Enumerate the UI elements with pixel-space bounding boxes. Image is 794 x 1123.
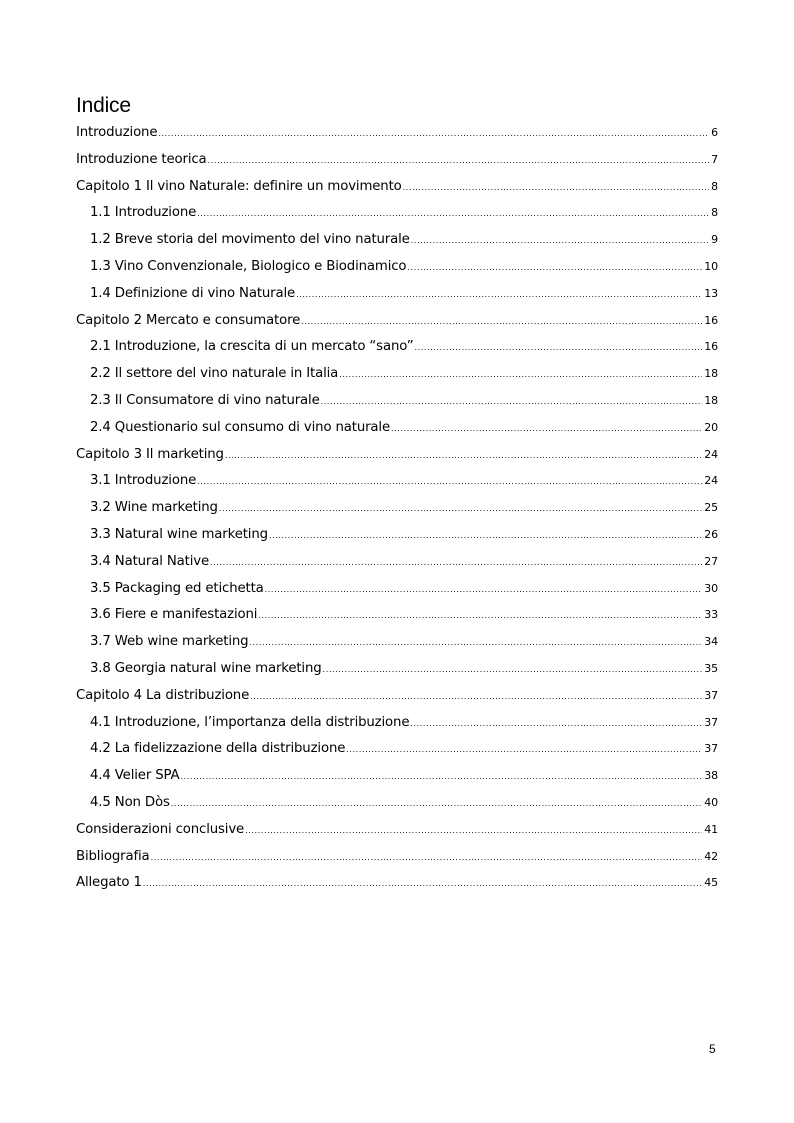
toc-dot-leader — [171, 795, 703, 813]
toc-entry-page: 6 — [711, 126, 718, 139]
toc-entry[interactable] — [76, 419, 718, 446]
toc-entry-page: 40 — [704, 795, 718, 809]
toc-dot-leader — [265, 581, 703, 599]
toc-entry[interactable] — [76, 124, 718, 151]
toc-entry-page: 8 — [711, 179, 718, 193]
toc-dot-leader — [208, 152, 710, 170]
toc-dot-leader — [181, 768, 703, 786]
toc-entry[interactable] — [76, 633, 718, 660]
toc-entry-label: Allegato 1 — [76, 875, 142, 891]
toc-dot-leader — [391, 420, 702, 438]
toc-entry-label: Capitolo 1 Il vino Naturale: definire un movimento — [76, 178, 402, 194]
toc-entry-label: 3.3 Natural wine marketing — [90, 526, 268, 542]
toc-dot-leader — [151, 849, 703, 867]
toc-dot-leader — [258, 607, 702, 625]
toc-entry[interactable] — [76, 660, 718, 687]
toc-entry-page: 8 — [711, 206, 718, 220]
toc-dot-leader — [197, 205, 709, 223]
toc-entry-page: 9 — [711, 233, 718, 247]
toc-entry-label: 3.5 Packaging ed etichetta — [90, 580, 264, 596]
toc-entry[interactable] — [76, 499, 718, 526]
page-number: 5 — [709, 1042, 716, 1056]
toc-dot-leader — [210, 554, 702, 572]
toc-dot-leader — [245, 822, 702, 840]
toc-entry-label: 4.4 Velier SPA — [90, 768, 180, 784]
toc-dot-leader — [250, 688, 702, 706]
toc-entry[interactable] — [76, 472, 718, 499]
toc-entry-label: 2.2 Il settore del vino naturale in Italia — [90, 366, 339, 382]
toc-entry-page: 35 — [704, 661, 718, 675]
toc-entry[interactable] — [76, 687, 718, 714]
toc-entry-label: Capitolo 2 Mercato e consumatore — [76, 312, 301, 328]
toc-entry[interactable] — [76, 258, 718, 285]
toc-dot-leader — [346, 741, 702, 759]
toc-dot-leader — [411, 232, 709, 250]
toc-entry-label: 3.4 Natural Native — [90, 553, 209, 569]
toc-dot-leader — [296, 286, 702, 304]
toc-dot-leader — [339, 366, 702, 384]
toc-entry-label: Capitolo 3 Il marketing — [76, 446, 224, 462]
toc-entry-page: 45 — [704, 876, 718, 890]
toc-entry-page: 33 — [704, 608, 718, 622]
toc-entry[interactable] — [76, 580, 718, 607]
toc-entry[interactable] — [76, 714, 718, 741]
toc-entry[interactable] — [76, 848, 718, 875]
toc-entry-page: 7 — [711, 152, 718, 166]
toc-entry[interactable] — [76, 312, 718, 339]
toc-entry[interactable] — [76, 794, 718, 821]
toc-entry-label: 4.2 La fidelizzazione della distribuzione — [90, 741, 346, 757]
toc-entry-page: 42 — [704, 849, 718, 863]
toc-entry[interactable] — [76, 767, 718, 794]
toc-dot-leader — [219, 500, 702, 518]
toc-entry[interactable] — [76, 178, 718, 205]
toc-entry-page: 26 — [704, 527, 718, 541]
toc-entry[interactable] — [76, 204, 718, 231]
toc-entry-page: 25 — [704, 501, 718, 515]
toc-entry[interactable] — [76, 874, 718, 901]
toc-entry-label: Introduzione — [76, 125, 158, 140]
toc-entry-label: 4.1 Introduzione, l’importanza della distribuzione — [90, 714, 410, 730]
toc-entry[interactable] — [76, 338, 718, 365]
toc-entry-page: 38 — [704, 769, 718, 783]
toc-dot-leader — [158, 125, 709, 143]
toc-dot-leader — [197, 473, 702, 491]
toc-entry-page: 13 — [704, 286, 718, 300]
toc-entry[interactable] — [76, 606, 718, 633]
toc-entry-page: 34 — [704, 635, 718, 649]
toc-entry-label: 3.7 Web wine marketing — [90, 634, 249, 650]
toc-entry-label: 1.1 Introduzione — [90, 205, 197, 221]
toc-entry-page: 30 — [704, 581, 718, 595]
toc-entry-page: 37 — [704, 715, 718, 729]
toc-entry-page: 18 — [704, 393, 718, 407]
toc-entry-label: 2.3 Il Consumatore di vino naturale — [90, 392, 320, 408]
toc-entry-label: 3.1 Introduzione — [90, 473, 197, 489]
toc-entry-page: 20 — [704, 420, 718, 434]
toc-dot-leader — [301, 313, 702, 331]
toc-dot-leader — [143, 875, 703, 893]
toc-entry[interactable] — [76, 446, 718, 473]
table-of-contents — [76, 124, 718, 901]
toc-dot-leader — [414, 339, 702, 357]
toc-dot-leader — [269, 527, 702, 545]
toc-entry[interactable] — [76, 365, 718, 392]
toc-entry-page: 24 — [704, 474, 718, 488]
toc-entry[interactable] — [76, 526, 718, 553]
toc-dot-leader — [225, 447, 702, 465]
toc-entry-page: 24 — [704, 447, 718, 461]
toc-entry-label: Introduzione teorica — [76, 151, 207, 167]
toc-entry-page: 41 — [704, 822, 718, 836]
toc-entry-label: Considerazioni conclusive — [76, 821, 245, 837]
toc-entry-label: 2.4 Questionario sul consumo di vino naturale — [90, 419, 391, 435]
toc-dot-leader — [323, 661, 703, 679]
toc-entry[interactable] — [76, 285, 718, 312]
toc-entry-page: 27 — [704, 554, 718, 568]
toc-dot-leader — [410, 715, 702, 733]
toc-entry-label: 4.5 Non Dòs — [90, 794, 170, 810]
toc-entry[interactable] — [76, 392, 718, 419]
toc-entry-label: 1.4 Definizione di vino Naturale — [90, 285, 296, 301]
toc-entry[interactable] — [76, 740, 718, 767]
toc-entry[interactable] — [76, 821, 718, 848]
toc-dot-leader — [321, 393, 703, 411]
toc-entry-label: 1.3 Vino Convenzionale, Biologico e Biodinamico — [90, 258, 407, 274]
toc-entry-label: 2.1 Introduzione, la crescita di un mercato “sano” — [90, 339, 414, 355]
toc-entry-page: 18 — [704, 367, 718, 381]
toc-entry-label: 3.2 Wine marketing — [90, 500, 218, 516]
toc-dot-leader — [403, 179, 710, 197]
toc-entry-page: 16 — [704, 313, 718, 327]
toc-entry-label: 1.2 Breve storia del movimento del vino naturale — [90, 232, 410, 248]
toc-entry-page: 16 — [704, 340, 718, 354]
toc-entry-page: 37 — [704, 742, 718, 756]
toc-dot-leader — [249, 634, 702, 652]
toc-entry[interactable] — [76, 231, 718, 258]
toc-entry[interactable] — [76, 553, 718, 580]
toc-entry-page: 37 — [704, 688, 718, 702]
toc-dot-leader — [407, 259, 702, 277]
toc-entry-label: Bibliografia — [76, 848, 150, 864]
toc-entry-page: 10 — [704, 259, 718, 273]
toc-entry[interactable] — [76, 151, 718, 178]
toc-entry-label: 3.6 Fiere e manifestazioni — [90, 607, 258, 623]
toc-entry-label: Capitolo 4 La distribuzione — [76, 687, 250, 703]
toc-entry-label: 3.8 Georgia natural wine marketing — [90, 660, 322, 676]
page-title: Indice — [76, 94, 131, 117]
